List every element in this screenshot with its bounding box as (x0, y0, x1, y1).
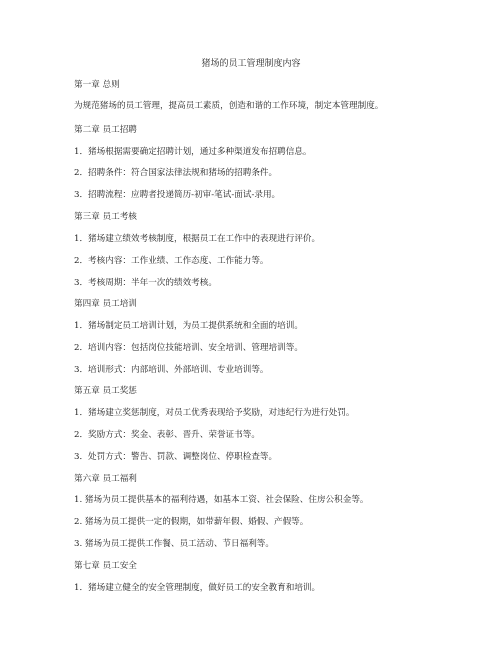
paragraph-line: 3. 猪场为员工提供工作餐、员工活动、节日福利等。 (74, 539, 274, 549)
chapter-heading-1: 第一章 总则 (74, 80, 120, 90)
chapter-heading-4: 第四章 员工培训 (74, 299, 137, 309)
paragraph-line: 3．考核周期：半年一次的绩效考核。 (74, 278, 217, 288)
chapter-heading-3: 第三章 员工考核 (74, 212, 137, 222)
chapter-heading-6: 第六章 员工福利 (74, 474, 137, 484)
paragraph-line: 3．处罚方式：警告、罚款、调整岗位、停职检查等。 (74, 452, 278, 462)
paragraph-line: 2．招聘条件：符合国家法律法规和猪场的招聘条件。 (74, 168, 278, 178)
paragraph-line: 2．考核内容：工作业绩、工作态度、工作能力等。 (74, 256, 269, 266)
paragraph-line: 1．猪场根据需要确定招聘计划，通过多种渠道发布招聘信息。 (74, 147, 312, 157)
paragraph-line: 1．猪场建立健全的安全管理制度，做好员工的安全教育和培训。 (74, 583, 321, 593)
paragraph-line: 2. 猪场为员工提供一定的假期，如带薪年假、婚假、产假等。 (74, 517, 309, 527)
document-title: 猪场的员工管理制度内容 (201, 59, 301, 69)
chapter-heading-2: 第二章 员工招聘 (74, 125, 137, 135)
paragraph-line: 为规范猪场的员工管理，提高员工素质，创造和谐的工作环境，制定本管理制度。 (74, 101, 384, 111)
paragraph-line: 1. 猪场为员工提供基本的福利待遇，如基本工资、社会保险、住房公积金等。 (74, 495, 369, 505)
paragraph-line: 3．招聘流程：应聘者投递简历-初审-笔试-面试-录用。 (74, 190, 281, 200)
paragraph-line: 2．培训内容：包括岗位技能培训、安全培训、管理培训等。 (74, 343, 303, 353)
paragraph-line: 3．培训形式：内部培训、外部培训、专业培训等。 (74, 365, 269, 375)
chapter-heading-5: 第五章 员工奖惩 (74, 386, 137, 396)
paragraph-line: 1．猪场建立绩效考核制度，根据员工在工作中的表现进行评价。 (74, 234, 321, 244)
chapter-heading-7: 第七章 员工安全 (74, 561, 137, 571)
paragraph-line: 1．猪场建立奖惩制度，对员工优秀表现给予奖励，对违纪行为进行处罚。 (74, 408, 355, 418)
paragraph-line: 1．猪场制定员工培训计划，为员工提供系统和全面的培训。 (74, 321, 303, 331)
paragraph-line: 2．奖励方式：奖金、表彰、晋升、荣誉证书等。 (74, 430, 260, 440)
